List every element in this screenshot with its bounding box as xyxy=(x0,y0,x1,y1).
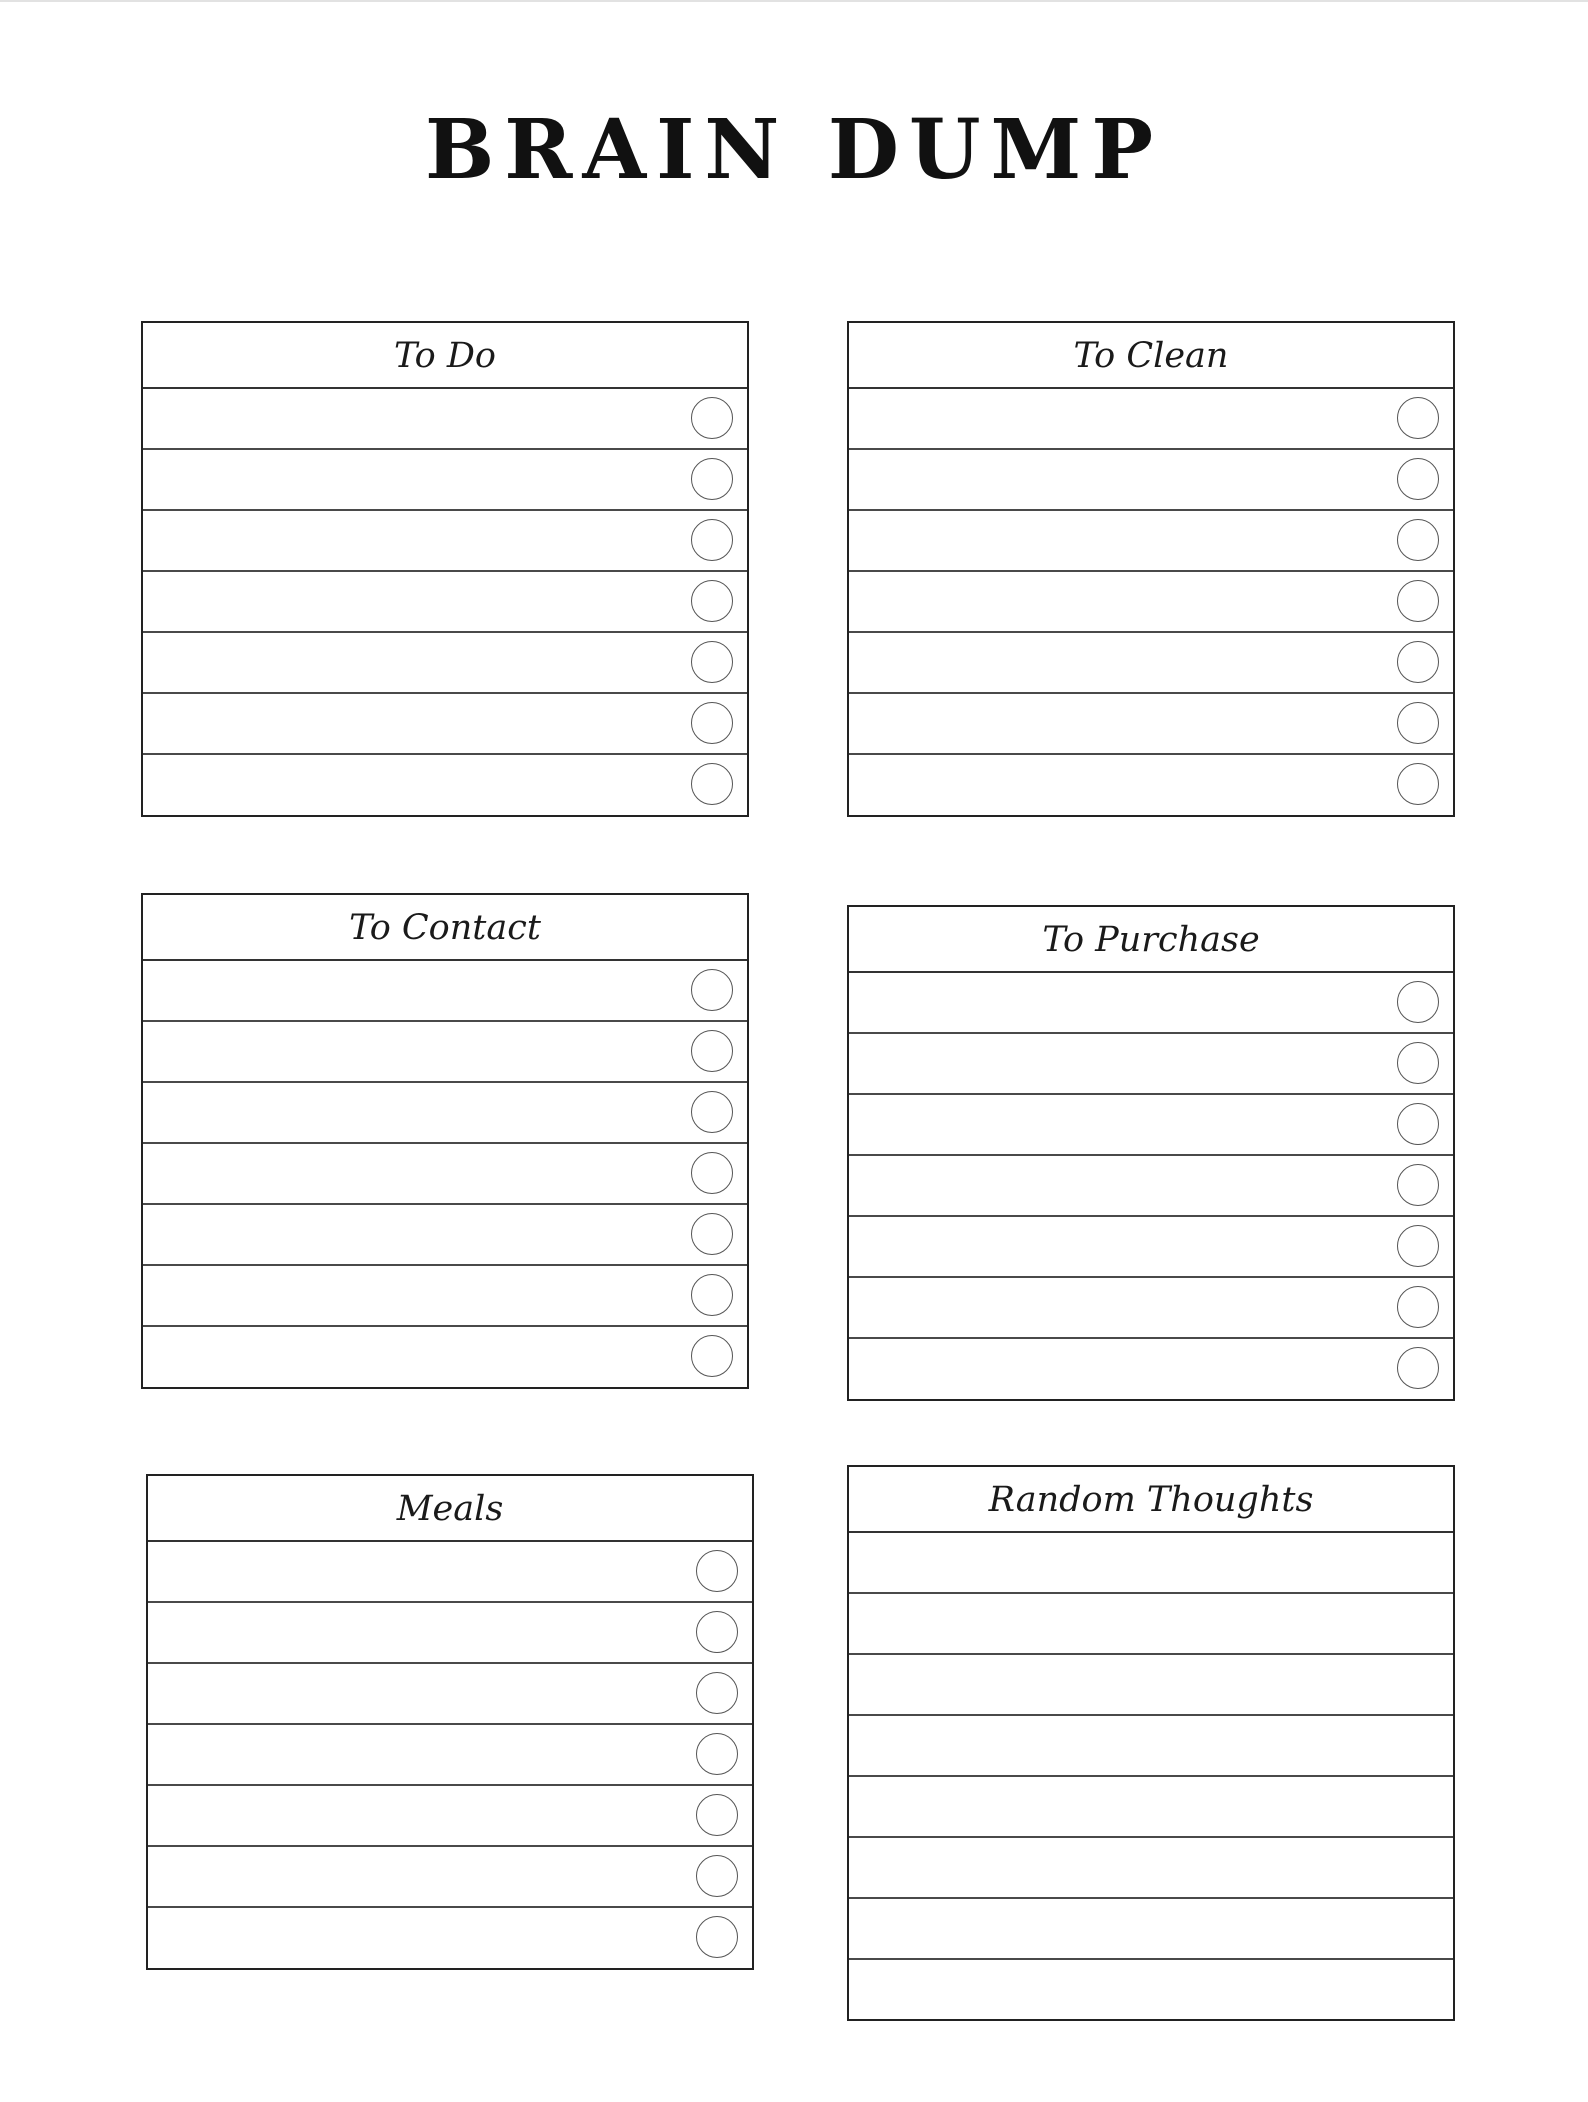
to-purchase-line[interactable] xyxy=(849,1217,1453,1278)
random-thoughts-line[interactable] xyxy=(849,1899,1453,1960)
to-clean-line[interactable] xyxy=(849,694,1453,755)
to-purchase-line[interactable] xyxy=(849,973,1453,1034)
meals-line[interactable] xyxy=(148,1847,752,1908)
section-header: To Purchase xyxy=(849,907,1453,973)
to-purchase-line[interactable] xyxy=(849,1339,1453,1400)
to-do-line[interactable] xyxy=(143,389,747,450)
checkbox-circle[interactable] xyxy=(1397,702,1439,744)
checkbox-circle[interactable] xyxy=(1397,1286,1439,1328)
to-do-line[interactable] xyxy=(143,633,747,694)
checkbox-circle[interactable] xyxy=(691,458,733,500)
checkbox-circle[interactable] xyxy=(1397,458,1439,500)
section-header: To Do xyxy=(143,323,747,389)
page-top-rule xyxy=(0,0,1588,2)
section-header: Meals xyxy=(148,1476,752,1542)
to-purchase-line[interactable] xyxy=(849,1034,1453,1095)
checkbox-circle[interactable] xyxy=(1397,580,1439,622)
to-contact-line[interactable] xyxy=(143,1327,747,1388)
section-to-do xyxy=(141,321,749,817)
section-header: To Contact xyxy=(143,895,747,961)
to-purchase-line[interactable] xyxy=(849,1156,1453,1217)
checkbox-circle[interactable] xyxy=(696,1855,738,1897)
to-contact-line[interactable] xyxy=(143,961,747,1022)
section-rows xyxy=(143,389,747,816)
random-thoughts-line[interactable] xyxy=(849,1655,1453,1716)
checkbox-circle[interactable] xyxy=(696,1611,738,1653)
checkbox-circle[interactable] xyxy=(1397,397,1439,439)
checkbox-circle[interactable] xyxy=(1397,1103,1439,1145)
to-contact-line[interactable] xyxy=(143,1083,747,1144)
to-contact-line[interactable] xyxy=(143,1266,747,1327)
to-contact-line[interactable] xyxy=(143,1144,747,1205)
checkbox-circle[interactable] xyxy=(691,397,733,439)
checkbox-circle[interactable] xyxy=(1397,981,1439,1023)
section-rows xyxy=(143,961,747,1388)
checkbox-circle[interactable] xyxy=(696,1916,738,1958)
to-do-line[interactable] xyxy=(143,755,747,816)
random-thoughts-line[interactable] xyxy=(849,1838,1453,1899)
section-rows xyxy=(849,973,1453,1400)
to-clean-line[interactable] xyxy=(849,633,1453,694)
checkbox-circle[interactable] xyxy=(1397,641,1439,683)
section-header: To Clean xyxy=(849,323,1453,389)
random-thoughts-line[interactable] xyxy=(849,1533,1453,1594)
checkbox-circle[interactable] xyxy=(1397,1347,1439,1389)
checkbox-circle[interactable] xyxy=(1397,519,1439,561)
checkbox-circle[interactable] xyxy=(1397,1225,1439,1267)
checkbox-circle[interactable] xyxy=(1397,763,1439,805)
checkbox-circle[interactable] xyxy=(1397,1042,1439,1084)
checkbox-circle[interactable] xyxy=(696,1672,738,1714)
checkbox-circle[interactable] xyxy=(691,580,733,622)
checkbox-circle[interactable] xyxy=(691,1274,733,1316)
section-rows xyxy=(148,1542,752,1969)
meals-line[interactable] xyxy=(148,1908,752,1969)
section-header: Random Thoughts xyxy=(849,1467,1453,1533)
checkbox-circle[interactable] xyxy=(696,1733,738,1775)
to-clean-line[interactable] xyxy=(849,450,1453,511)
random-thoughts-line[interactable] xyxy=(849,1960,1453,2021)
checkbox-circle[interactable] xyxy=(691,1152,733,1194)
to-clean-line[interactable] xyxy=(849,511,1453,572)
to-purchase-line[interactable] xyxy=(849,1278,1453,1339)
meals-line[interactable] xyxy=(148,1786,752,1847)
to-clean-line[interactable] xyxy=(849,389,1453,450)
to-contact-line[interactable] xyxy=(143,1022,747,1083)
section-rows xyxy=(849,389,1453,816)
to-do-line[interactable] xyxy=(143,694,747,755)
to-do-line[interactable] xyxy=(143,450,747,511)
checkbox-circle[interactable] xyxy=(691,1213,733,1255)
to-contact-line[interactable] xyxy=(143,1205,747,1266)
meals-line[interactable] xyxy=(148,1664,752,1725)
checkbox-circle[interactable] xyxy=(691,702,733,744)
random-thoughts-line[interactable] xyxy=(849,1777,1453,1838)
checkbox-circle[interactable] xyxy=(696,1550,738,1592)
meals-line[interactable] xyxy=(148,1542,752,1603)
checkbox-circle[interactable] xyxy=(691,1030,733,1072)
meals-line[interactable] xyxy=(148,1725,752,1786)
checkbox-circle[interactable] xyxy=(696,1794,738,1836)
section-meals xyxy=(146,1474,754,1970)
section-rows xyxy=(849,1533,1453,2021)
checkbox-circle[interactable] xyxy=(691,1335,733,1377)
random-thoughts-line[interactable] xyxy=(849,1594,1453,1655)
checkbox-circle[interactable] xyxy=(691,763,733,805)
checkbox-circle[interactable] xyxy=(1397,1164,1439,1206)
checkbox-circle[interactable] xyxy=(691,969,733,1011)
checkbox-circle[interactable] xyxy=(691,641,733,683)
section-to-contact xyxy=(141,893,749,1389)
section-to-clean xyxy=(847,321,1455,817)
meals-line[interactable] xyxy=(148,1603,752,1664)
checkbox-circle[interactable] xyxy=(691,1091,733,1133)
checkbox-circle[interactable] xyxy=(691,519,733,561)
to-clean-line[interactable] xyxy=(849,572,1453,633)
section-to-purchase xyxy=(847,905,1455,1401)
page-title: BRAIN DUMP xyxy=(425,102,1163,198)
random-thoughts-line[interactable] xyxy=(849,1716,1453,1777)
section-random-thoughts xyxy=(847,1465,1455,2021)
to-do-line[interactable] xyxy=(143,572,747,633)
to-purchase-line[interactable] xyxy=(849,1095,1453,1156)
to-do-line[interactable] xyxy=(143,511,747,572)
to-clean-line[interactable] xyxy=(849,755,1453,816)
